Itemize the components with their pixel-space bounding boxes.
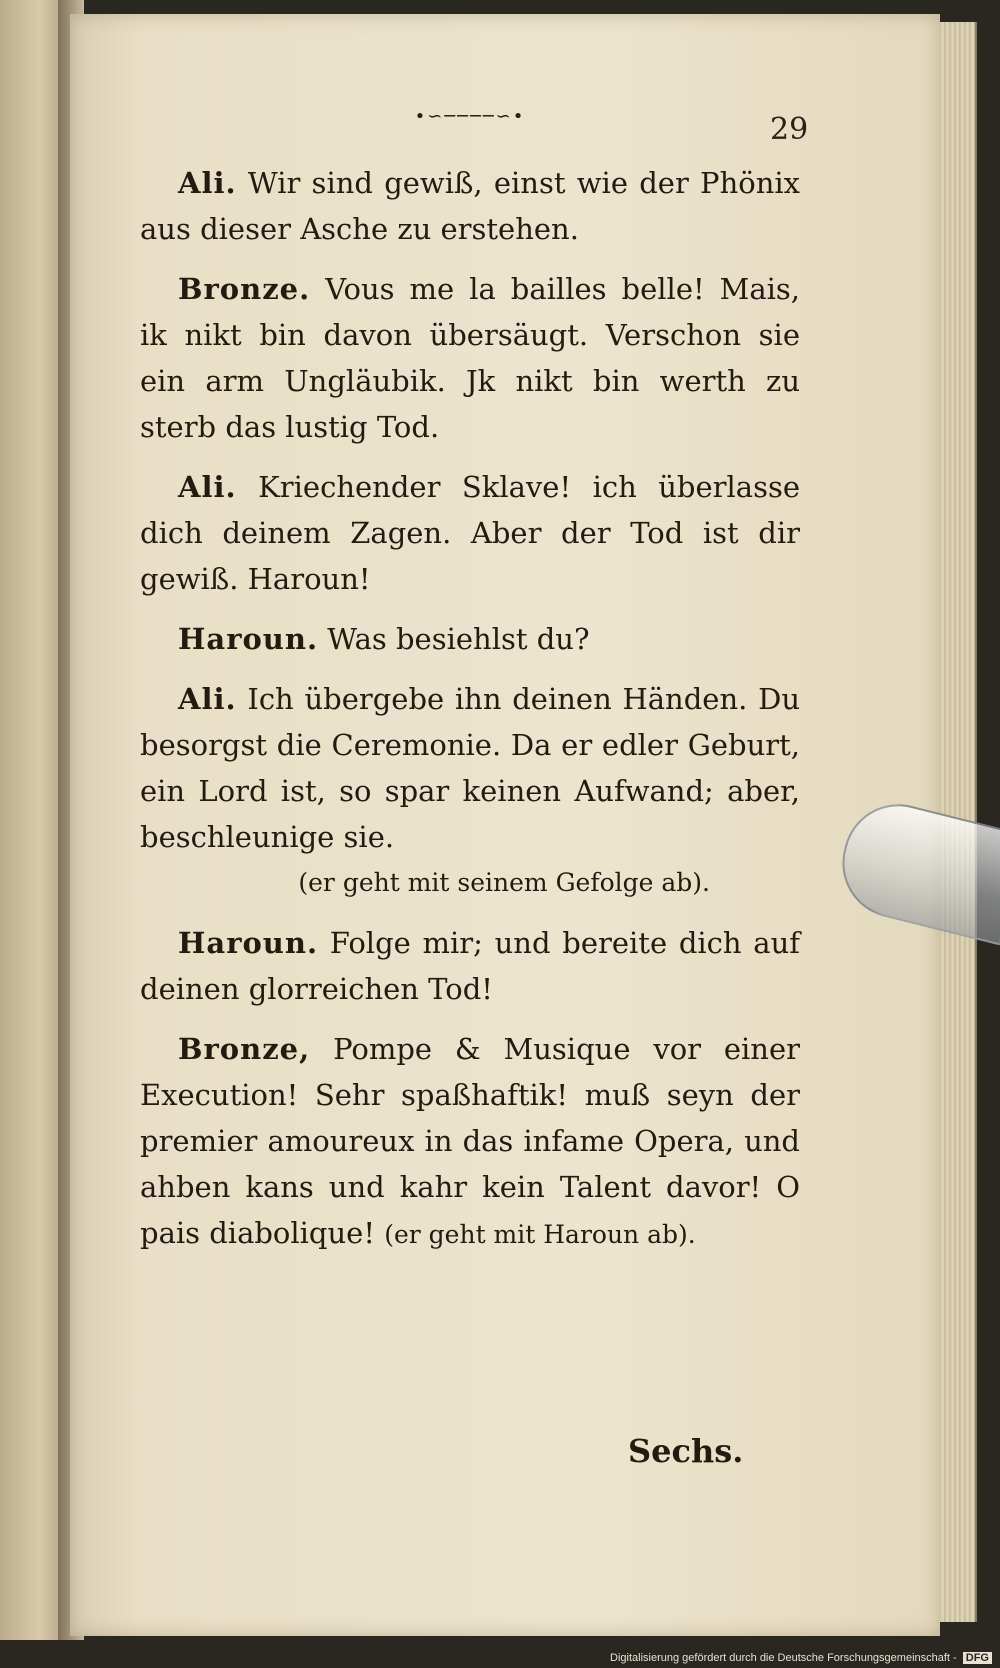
digitization-credit	[610, 1652, 992, 1664]
speaker-name: Haroun.	[178, 926, 319, 960]
speaker-name: Ali.	[178, 470, 237, 504]
catchword: Sechs.	[628, 1432, 744, 1470]
speaker-name: Ali.	[178, 682, 237, 716]
paragraph	[140, 464, 800, 602]
speaker-name: Bronze.	[178, 272, 311, 306]
paragraph	[140, 616, 800, 662]
speaker-name: Ali.	[178, 166, 237, 200]
credit-text: Digitalisierung gefördert durch die Deutsche Forschungsgemeinschaft -	[610, 1652, 957, 1664]
dfg-logo: DFG	[963, 1652, 992, 1664]
dialogue-text: Folge mir; und bereite dich auf deinen glorreichen Tod!	[140, 926, 800, 1006]
dialogue-text: Wir sind gewiß, einst wie der Phönix aus dieser Asche zu erstehen.	[140, 166, 801, 246]
dialogue-text: Vous me la bailles belle! Mais, ik nikt bin davon übersäugt. Verschon sie ein arm Ungläubik. Jk nikt bin werth zu sterb das lustig Tod.	[140, 272, 800, 444]
header-ornament: •∽────∽•	[414, 106, 526, 127]
dialogue-text: Ich übergebe ihn deinen Händen. Du besorgst die Ceremonie. Da er edler Geburt, ein Lord ist, so spar keinen Aufwand; aber, beschleunige sie.	[140, 682, 800, 854]
dialogue-text: Pompe & Musique vor einer Execution! Sehr spaßhaftik! muß seyn der premier amoureux in das infame Opera, und ahben kans und kahr kein Talent davor! O pais diabolique!	[140, 1032, 800, 1250]
paragraph	[140, 1026, 800, 1258]
paragraph	[140, 920, 800, 1012]
paragraph	[140, 266, 800, 450]
stage-direction: (er geht mit seinem Gefolge ab).	[298, 868, 710, 897]
stage-direction: (er geht mit Haroun ab).	[384, 1220, 696, 1249]
paragraph	[140, 160, 800, 252]
page-text	[140, 160, 800, 1272]
dialogue-text: Kriechender Sklave! ich überlasse dich deinem Zagen. Aber der Tod ist dir gewiß. Haroun!	[140, 470, 801, 596]
speaker-name: Haroun.	[178, 622, 319, 656]
paragraph	[140, 676, 800, 906]
dialogue-text: Was besiehlst du?	[327, 622, 590, 656]
page-number: 29	[770, 112, 809, 147]
speaker-name: Bronze,	[178, 1032, 311, 1066]
